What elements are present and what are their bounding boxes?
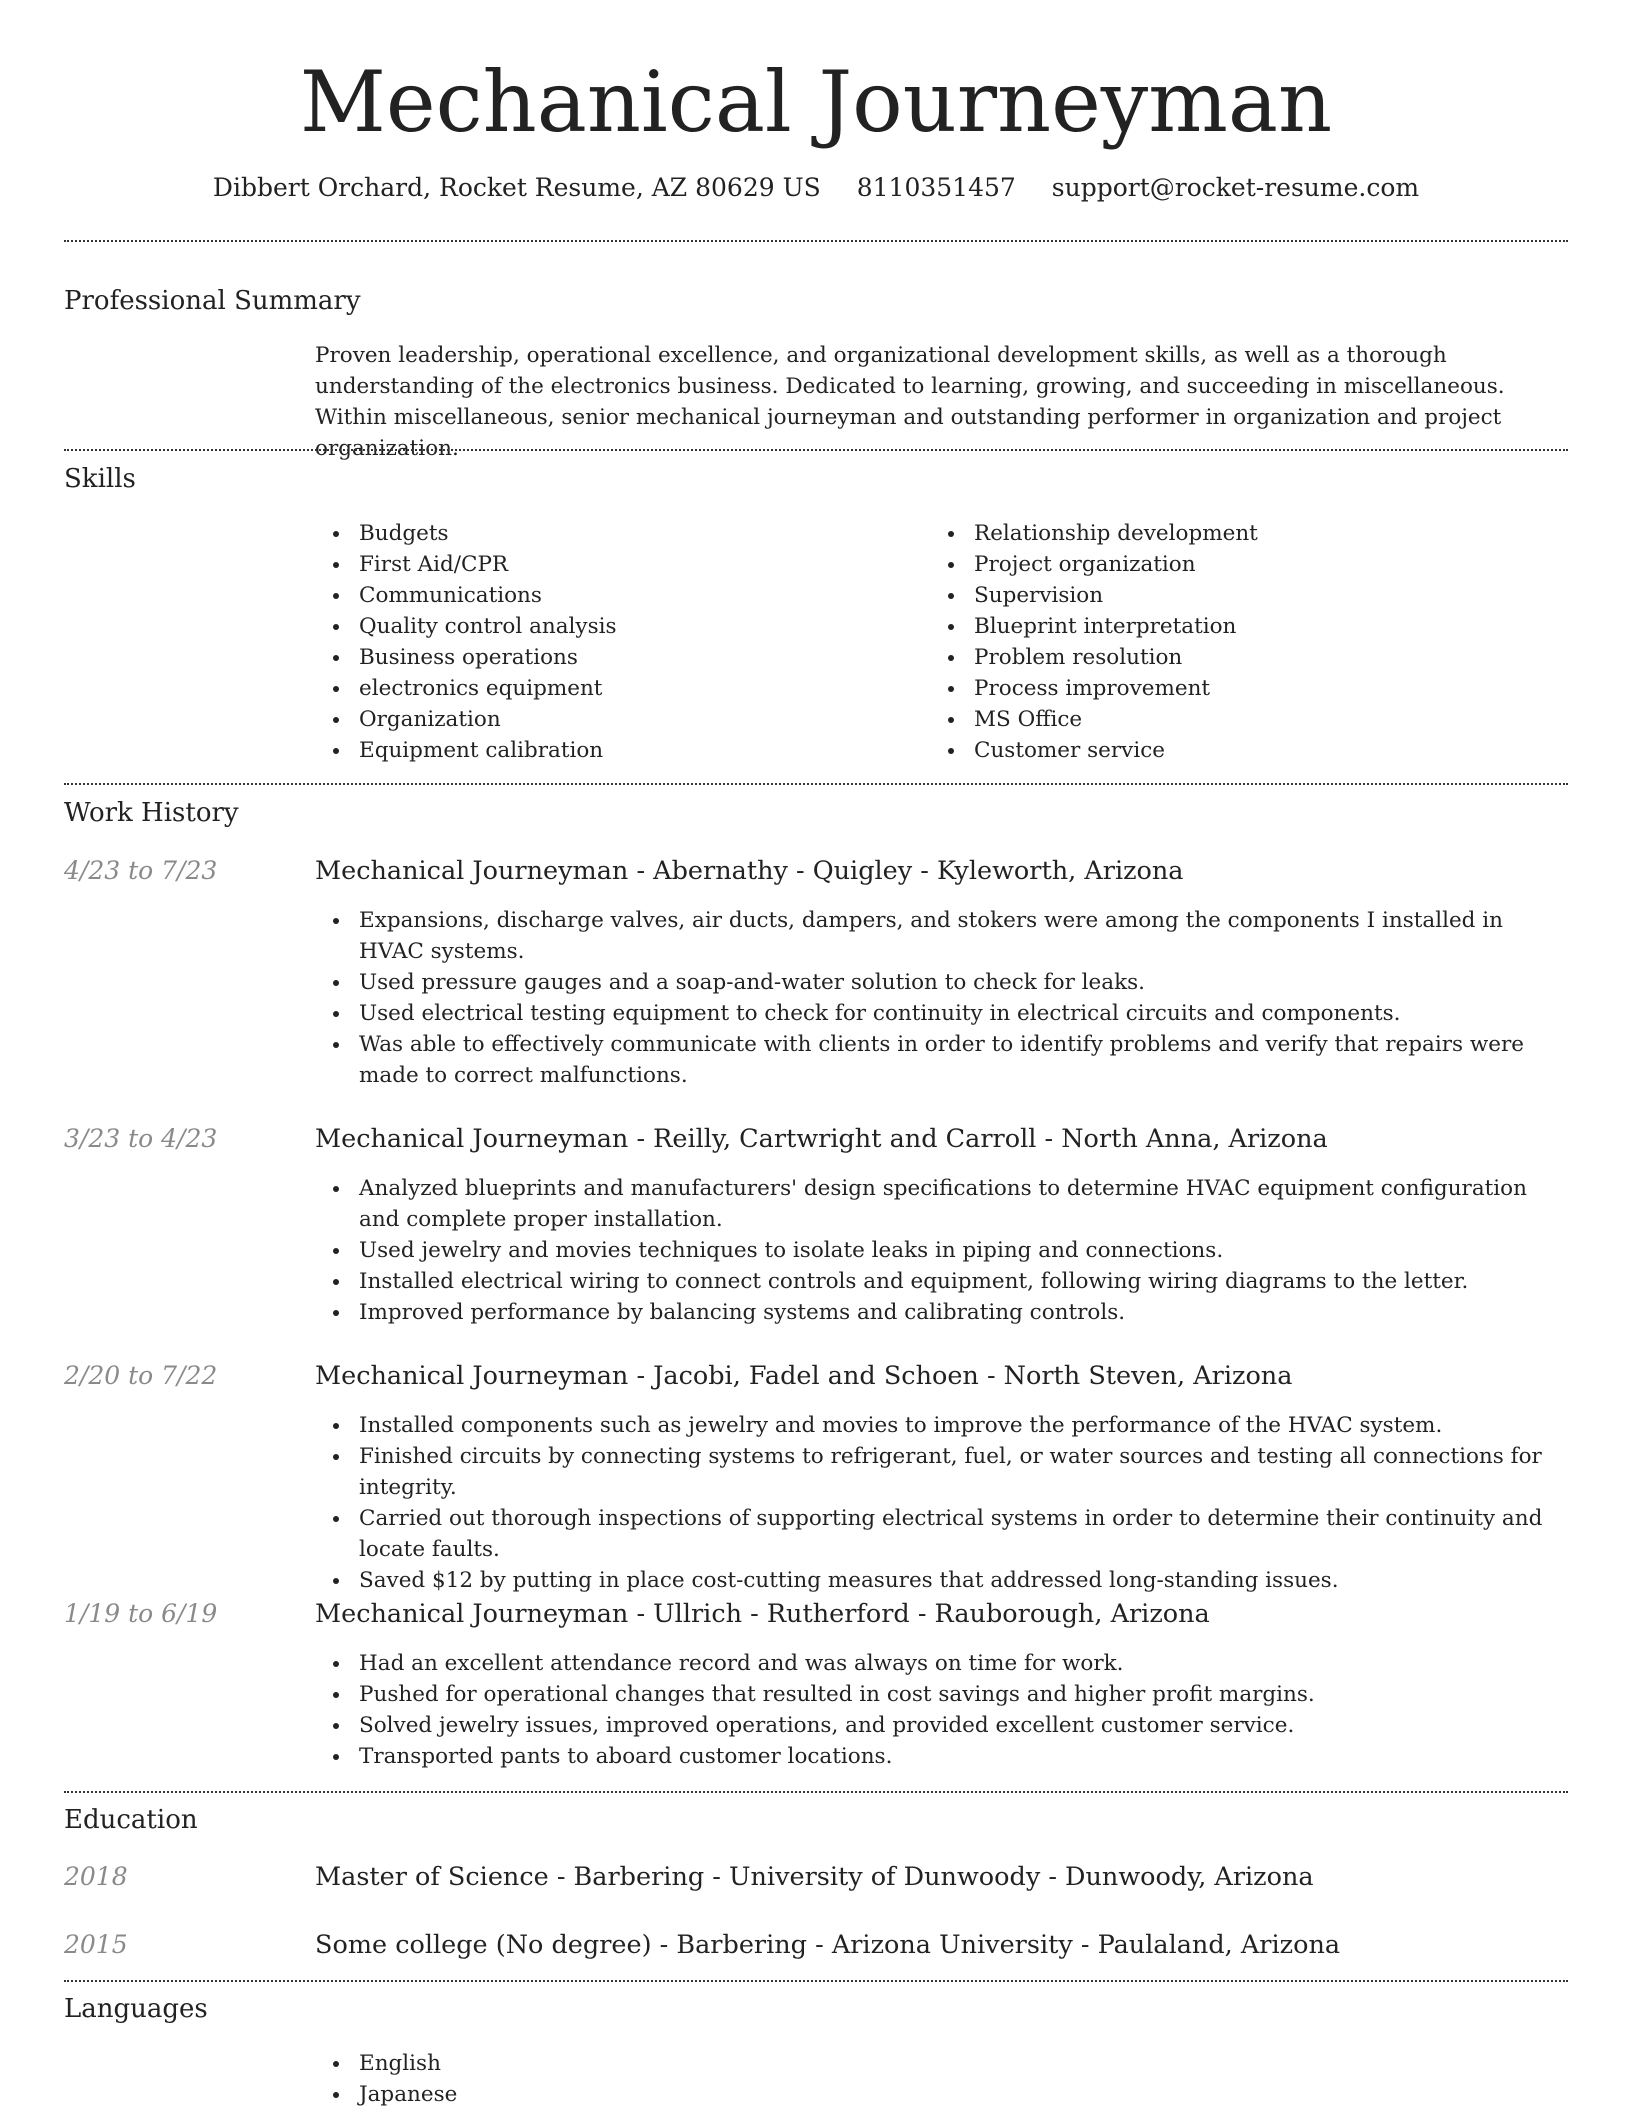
job-bullets (315, 1410, 1565, 1596)
contact-email: support@rocket-resume.com (1051, 173, 1420, 202)
skill-item: Supervision (974, 580, 1258, 611)
languages-section-title: Languages (64, 1994, 208, 2024)
job-heading: Mechanical Journeyman - Ullrich - Rutherford - Rauborough, Arizona (315, 1599, 1210, 1629)
languages-list (315, 2048, 1565, 2110)
section-divider (64, 449, 1568, 451)
job-bullet: Saved $12 by putting in place cost-cutting measures that addressed long-standing issues. (359, 1565, 1565, 1596)
job-bullets (315, 905, 1565, 1091)
summary-section-title: Professional Summary (64, 286, 361, 316)
section-divider (64, 1791, 1568, 1793)
contact-line (0, 170, 1632, 206)
job-bullet: Carried out thorough inspections of supporting electrical systems in order to determine their continuity and locate faults. (359, 1503, 1565, 1565)
contact-phone: 8110351457 (856, 173, 1016, 202)
skill-item: MS Office (974, 704, 1258, 735)
skills-column-left (315, 518, 617, 766)
skill-item: Blueprint interpretation (974, 611, 1258, 642)
language-item: Japanese (359, 2079, 1565, 2110)
job-dates: 1/19 to 6/19 (64, 1599, 218, 1628)
education-degree: Some college (No degree) - Barbering - Arizona University - Paulaland, Arizona (315, 1930, 1341, 1960)
education-year: 2018 (64, 1862, 128, 1891)
skill-item: First Aid/CPR (359, 549, 617, 580)
contact-address: Dibbert Orchard, Rocket Resume, AZ 80629 US (212, 173, 821, 202)
job-heading: Mechanical Journeyman - Abernathy - Quigley - Kyleworth, Arizona (315, 856, 1184, 886)
work-section-title: Work History (64, 798, 239, 828)
skill-item: Quality control analysis (359, 611, 617, 642)
job-bullet: Used electrical testing equipment to check for continuity in electrical circuits and components. (359, 998, 1565, 1029)
job-bullet: Improved performance by balancing systems and calibrating controls. (359, 1297, 1565, 1328)
candidate-name: Mechanical Journeyman (299, 53, 1333, 151)
job-bullet: Finished circuits by connecting systems to refrigerant, fuel, or water sources and testing all connections for integrity. (359, 1441, 1565, 1503)
skill-item: Business operations (359, 642, 617, 673)
skill-item: Process improvement (974, 673, 1258, 704)
job-bullet: Was able to effectively communicate with clients in order to identify problems and verify that repairs were made to correct malfunctions. (359, 1029, 1565, 1091)
job-bullets (315, 1648, 1565, 1772)
job-bullet: Installed electrical wiring to connect controls and equipment, following wiring diagrams to the letter. (359, 1266, 1565, 1297)
job-dates: 2/20 to 7/22 (64, 1361, 218, 1390)
job-bullet: Expansions, discharge valves, air ducts, dampers, and stokers were among the components I installed in HVAC systems. (359, 905, 1565, 967)
summary-text: Proven leadership, operational excellence, and organizational development skills, as well as a thorough understanding of the electronics business. Dedicated to learning, growing, and succeeding in miscellaneous. Within miscellaneous, senior mechanical journeyman and outstanding performer in organization and project organization. (315, 343, 1505, 461)
job-dates: 4/23 to 7/23 (64, 856, 218, 885)
job-bullet: Had an excellent attendance record and was always on time for work. (359, 1648, 1565, 1679)
job-bullet: Analyzed blueprints and manufacturers' design specifications to determine HVAC equipment configuration and complete proper installation. (359, 1173, 1565, 1235)
job-heading: Mechanical Journeyman - Reilly, Cartwright and Carroll - North Anna, Arizona (315, 1124, 1328, 1154)
skill-item: Communications (359, 580, 617, 611)
skill-item: Equipment calibration (359, 735, 617, 766)
job-bullet: Solved jewelry issues, improved operations, and provided excellent customer service. (359, 1710, 1565, 1741)
skill-item: Relationship development (974, 518, 1258, 549)
skills-section-title: Skills (64, 464, 136, 494)
job-bullet: Used pressure gauges and a soap-and-water solution to check for leaks. (359, 967, 1565, 998)
job-bullet: Transported pants to aboard customer locations. (359, 1741, 1565, 1772)
education-section-title: Education (64, 1805, 198, 1835)
job-bullet: Used jewelry and movies techniques to isolate leaks in piping and connections. (359, 1235, 1565, 1266)
section-divider (64, 1980, 1568, 1982)
skill-item: Budgets (359, 518, 617, 549)
skill-item: Organization (359, 704, 617, 735)
education-degree: Master of Science - Barbering - University of Dunwoody - Dunwoody, Arizona (315, 1862, 1314, 1892)
skill-item: Problem resolution (974, 642, 1258, 673)
job-bullet: Installed components such as jewelry and movies to improve the performance of the HVAC system. (359, 1410, 1565, 1441)
skill-item: Project organization (974, 549, 1258, 580)
skill-item: Customer service (974, 735, 1258, 766)
language-item: English (359, 2048, 1565, 2079)
skills-column-right (930, 518, 1258, 766)
section-divider (64, 783, 1568, 785)
job-heading: Mechanical Journeyman - Jacobi, Fadel and Schoen - North Steven, Arizona (315, 1361, 1293, 1391)
skill-item: electronics equipment (359, 673, 617, 704)
job-bullet: Pushed for operational changes that resulted in cost savings and higher profit margins. (359, 1679, 1565, 1710)
job-bullets (315, 1173, 1565, 1328)
education-year: 2015 (64, 1930, 128, 1959)
job-dates: 3/23 to 4/23 (64, 1124, 218, 1153)
section-divider (64, 240, 1568, 242)
